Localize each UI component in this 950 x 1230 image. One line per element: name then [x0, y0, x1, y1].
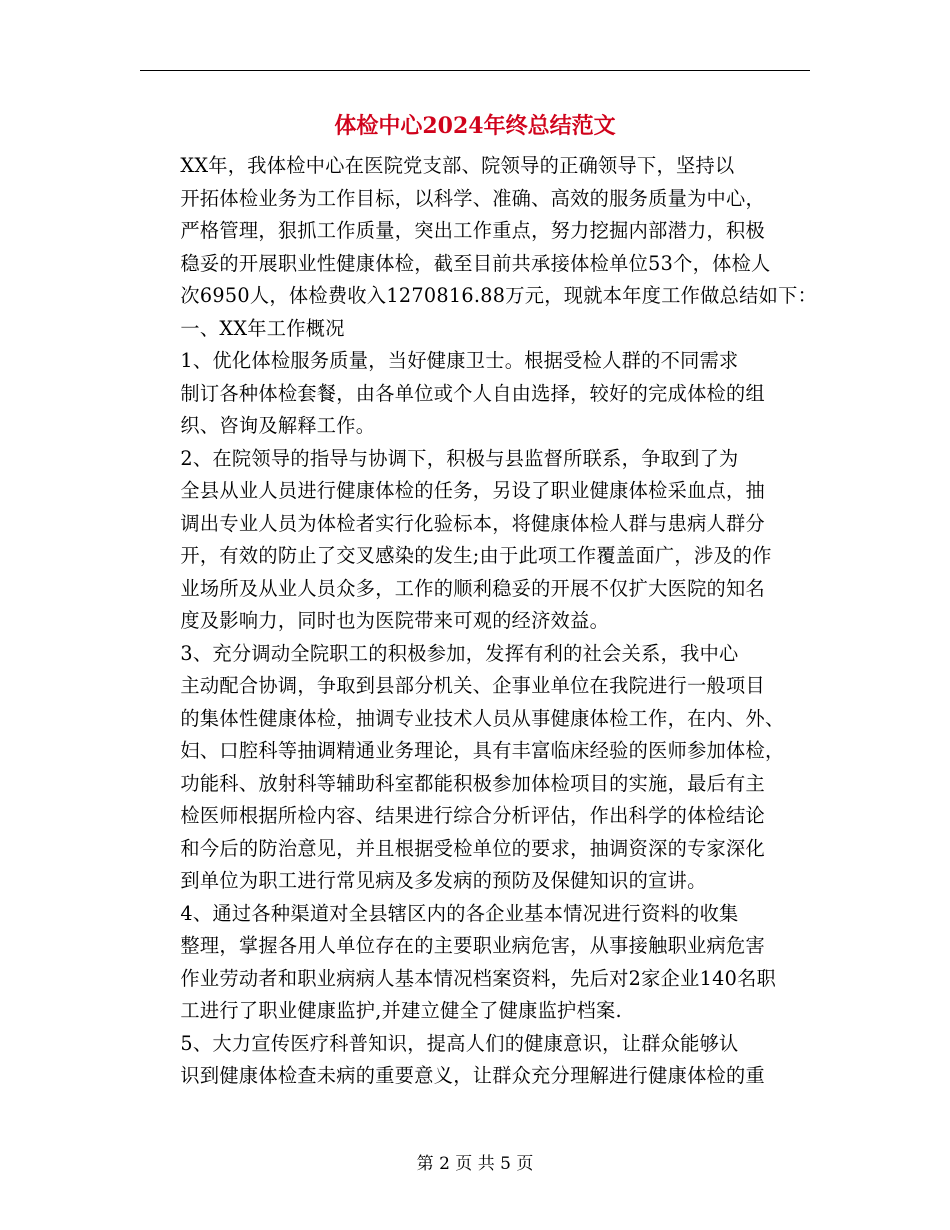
text-line: 妇、口腔科等抽调精通业务理论，具有丰富临床经验的医师参加体检， [180, 739, 785, 762]
text-line: 全县从业人员进行健康体检的任务，另设了职业健康体检采血点，抽 [180, 479, 766, 502]
text-line: 调出专业人员为体检者实行化验标本，将健康体检人群与患病人群分 [180, 511, 766, 535]
text-line: 3、充分调动全院职工的积极参加，发挥有利的社会关系，我中心 [180, 641, 739, 665]
paragraph-item-1 [142, 345, 814, 443]
paragraph-item-4 [142, 898, 814, 1028]
text-line: 工进行了职业健康监护,并建立健全了健康监护档案. [180, 999, 622, 1022]
header-rule [140, 70, 810, 71]
paragraph-item-2 [142, 443, 814, 638]
text-line: 织、咨询及解释工作。 [180, 414, 376, 437]
text-line: 度及影响力，同时也为医院带来可观的经济效益。 [180, 609, 610, 632]
paragraph-intro [142, 150, 818, 313]
text-line: 作业劳动者和职业病病人基本情况档案资料，先后对2家企业140名职 [180, 966, 777, 990]
text-line: 稳妥的开展职业性健康体检，截至目前共承接体检单位53个，体检人 [180, 251, 771, 275]
text-line: 功能科、放射科等辅助科室都能积极参加体检项目的实施，最后有主 [180, 771, 766, 795]
text-line: 次6950人，体检费收入1270816.88万元，现就本年度工作做总结如下： [180, 284, 818, 307]
text-line: 开拓体检业务为工作目标，以科学、准确、高效的服务质量为中心， [180, 186, 766, 210]
text-line: 严格管理，狠抓工作质量，突出工作重点，努力挖掘内部潜力，积极 [180, 219, 766, 242]
text-line: XX年，我体检中心在医院党支部、院领导的正确领导下，坚持以 [180, 154, 735, 177]
text-line: 一、XX年工作概况 [180, 316, 345, 340]
paragraph-item-5 [142, 1028, 814, 1093]
text-line: 主动配合协调，争取到县部分机关、企事业单位在我院进行一般项目 [180, 674, 766, 697]
text-line: 整理，掌握各用人单位存在的主要职业病危害，从事接触职业病危害 [180, 934, 766, 957]
text-line: 2、在院领导的指导与协调下，积极与县监督所联系，争取到了为 [180, 446, 739, 470]
text-line: 开，有效的防止了交叉感染的发生;由于此项工作覆盖面广，涉及的作 [180, 544, 772, 567]
text-line: 和今后的防治意见，并且根据受检单位的要求，抽调资深的专家深化 [180, 836, 766, 860]
text-line: 检医师根据所检内容、结果进行综合分析评估，作出科学的体检结论 [180, 804, 766, 827]
page-number: 第 2 页 共 5 页 [416, 1154, 534, 1174]
text-line: 业场所及从业人员众多，工作的顺利稳妥的开展不仅扩大医院的知名 [180, 576, 766, 600]
text-line: 制订各种体检套餐，由各单位或个人自由选择，较好的完成体检的组 [180, 381, 766, 405]
section-heading [142, 313, 814, 346]
text-line: 4、通过各种渠道对全县辖区内的各企业基本情况进行资料的收集 [180, 901, 739, 925]
text-line: 5、大力宣传医疗科普知识，提高人们的健康意识，让群众能够认 [180, 1031, 739, 1055]
text-line: 1、优化体检服务质量，当好健康卫士。根据受检人群的不同需求 [180, 349, 739, 372]
document-body [142, 150, 818, 1093]
document-title: 体检中心2024年终总结范文 [334, 113, 616, 139]
text-line: 识到健康体检查未病的重要意义，让群众充分理解进行健康体检的重 [180, 1064, 766, 1087]
text-line: 的集体性健康体检，抽调专业技术人员从事健康体检工作，在内、外、 [180, 706, 785, 730]
paragraph-item-3 [142, 638, 814, 898]
text-line: 到单位为职工进行常见病及多发病的预防及保健知识的宣讲。 [180, 869, 707, 892]
